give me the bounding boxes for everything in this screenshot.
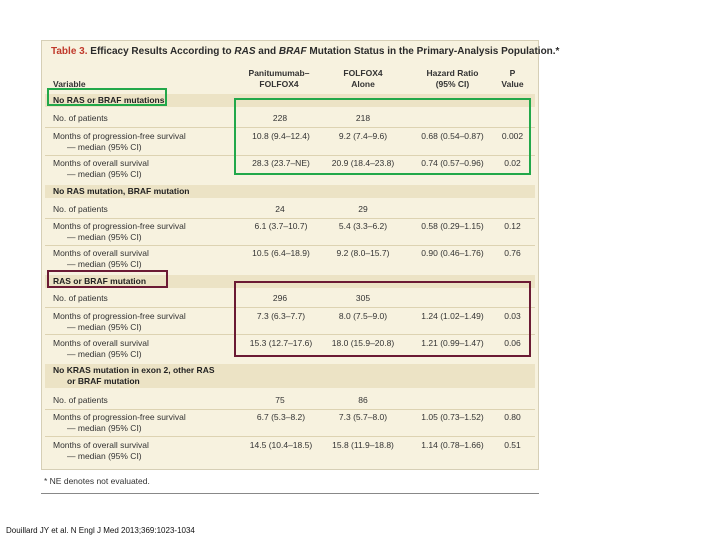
row-label-os: Months of overall survival — median (95% CI) [53, 248, 149, 269]
header-hazard-ratio: Hazard Ratio (95% CI) [426, 68, 479, 89]
cell: 0.74 (0.57–0.96) [421, 158, 484, 168]
cell: 7.3 (6.3–7.7) [256, 311, 306, 321]
highlight-box-values [234, 98, 531, 175]
cell: 0.58 (0.29–1.15) [421, 221, 484, 231]
divider [41, 493, 539, 494]
footnote: * NE denotes not evaluated. [44, 476, 150, 486]
row-label-pfs: Months of progression-free survival — median (95% CI) [53, 412, 186, 433]
cell: 86 [358, 395, 368, 405]
cell: 15.3 (12.7–17.6) [249, 338, 313, 348]
cell: 18.0 (15.9–20.8) [331, 338, 395, 348]
citation: Douillard JY et al. N Engl J Med 2013;369:1023-1034 [6, 526, 195, 535]
cell: 24 [275, 204, 285, 214]
cell: 0.68 (0.54–0.87) [421, 131, 484, 141]
row-label-patients: No. of patients [53, 204, 108, 214]
highlight-box-values [234, 281, 531, 357]
cell: 1.21 (0.99–1.47) [421, 338, 484, 348]
cell: 9.2 (8.0–15.7) [336, 248, 390, 258]
cell: 0.02 [504, 158, 521, 168]
cell: 8.0 (7.5–9.0) [338, 311, 388, 321]
section-label: RAS or BRAF mutation [53, 276, 147, 286]
cell: 0.80 [504, 412, 521, 422]
cell: 218 [355, 113, 371, 123]
row-label-pfs: Months of progression-free survival — median (95% CI) [53, 221, 186, 242]
row-label-os: Months of overall survival — median (95% CI) [53, 338, 149, 359]
cell: 228 [272, 113, 288, 123]
header-variable: Variable [53, 79, 86, 89]
row-label-os: Months of overall survival — median (95% CI) [53, 440, 149, 461]
cell: 5.4 (3.3–6.2) [338, 221, 388, 231]
cell: 15.8 (11.9–18.8) [332, 440, 394, 450]
header-p-value: P Value [501, 68, 524, 89]
cell: 0.03 [504, 311, 521, 321]
section-label: No KRAS mutation in exon 2, other RAS or BRAF mutation [53, 365, 215, 386]
cell: 296 [272, 293, 288, 303]
header-folfox4: FOLFOX4 Alone [343, 68, 383, 89]
cell: 7.3 (5.7–8.0) [338, 412, 388, 422]
row-label-pfs: Months of progression-free survival — median (95% CI) [53, 131, 186, 152]
cell: 305 [355, 293, 371, 303]
highlight-box-section-label [47, 88, 167, 106]
cell: 6.1 (3.7–10.7) [254, 221, 308, 231]
highlight-box-section-label [47, 270, 168, 288]
section-label: No RAS or BRAF mutations [53, 95, 165, 105]
cell: 0.12 [504, 221, 521, 231]
row-label-patients: No. of patients [53, 293, 108, 303]
cell: 6.7 (5.3–8.2) [256, 412, 306, 422]
cell: 20.9 (18.4–23.8) [331, 158, 395, 168]
cell: 0.51 [504, 440, 521, 450]
cell: 28.3 (23.7–NE) [252, 158, 310, 168]
row-label-patients: No. of patients [53, 395, 108, 405]
cell: 9.2 (7.4–9.6) [338, 131, 388, 141]
cell: 0.002 [501, 131, 524, 141]
table-title: Table 3. Efficacy Results According to RAS and BRAF Mutation Status in the Primary-Analysis Population.* [51, 46, 560, 57]
cell: 1.24 (1.02–1.49) [421, 311, 484, 321]
header-panitumumab: Panitumumab– FOLFOX4 [248, 68, 310, 89]
section-label: No RAS mutation, BRAF mutation [53, 186, 190, 196]
row-label-os: Months of overall survival — median (95% CI) [53, 158, 149, 179]
cell: 10.5 (6.4–18.9) [252, 248, 310, 258]
cell: 10.8 (9.4–12.4) [252, 131, 310, 141]
cell: 0.06 [504, 338, 521, 348]
cell: 0.90 (0.46–1.76) [421, 248, 484, 258]
cell: 1.05 (0.73–1.52) [421, 412, 484, 422]
cell: 1.14 (0.78–1.66) [421, 440, 484, 450]
cell: 29 [358, 204, 368, 214]
cell: 0.76 [504, 248, 521, 258]
row-label-patients: No. of patients [53, 113, 108, 123]
cell: 14.5 (10.4–18.5) [249, 440, 313, 450]
cell: 75 [275, 395, 285, 405]
row-label-pfs: Months of progression-free survival — median (95% CI) [53, 311, 186, 332]
